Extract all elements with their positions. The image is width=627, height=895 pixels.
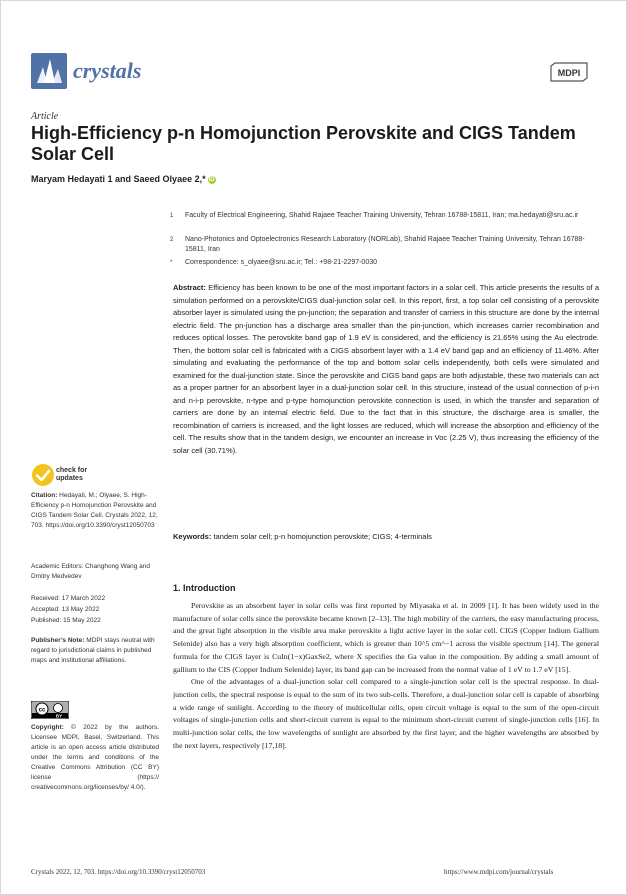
correspondence xyxy=(170,258,603,270)
keywords-text: tandem solar cell; p-n homojunction perovskite; CIGS; 4-terminals xyxy=(213,532,432,541)
cc-by-license-icon[interactable] xyxy=(31,701,69,719)
copyright-text[interactable]: © 2022 by the authors. Licensee MDPI, Basel, Switzerland. This article is an open access article distributed under the terms and conditions of the Creative Commons Attribution (CC BY) license (https:// creativecommons.org/licenses/by/ 4.0/). xyxy=(31,724,159,791)
publisher-note-text: MDPI stays neutral with regard to jurisdictional claims in published maps and institutional affiliations. xyxy=(31,637,155,664)
footer-journal-url[interactable]: https://www.mdpi.com/journal/crystals xyxy=(444,868,554,876)
abstract-text: Efficiency has been known to be one of the most important factors in a solar cell. This article presents the results of a simulation performed on a perovskite/CIGS dual-junction solar cell. In this report, first, a top solar cell consisting of a perovskite absorber layer is simulated using the pn-junction; the separation and transfer of carriers in this structure are done by the internal electric field. The pn-junction has a discharge area smaller than the pin-junction, which increases carrier recombination and reduces optical losses. The perovskite band gap of 1.9 eV is considered, and the efficiency is 21.65% using the Au electrode. Then, the bottom solar cell is fabricated with a CIGS absorbent layer with a 1.4 eV band gap and an efficiency of 11.46%. After simulating and evaluating the performance of the top and bottom solar cells independently, both cells were simulated and examined for the dual-junction state. Since the perovskite and CIGS band gaps are both adjustable, these two materials can act as a proper partner for an absorbent layer in a dual-junction solar cell. In this structure, instead of the usual connection of p-i-n and n-i-p perovskite, n-type and p-type homojunction perovskite connection is used, in which the transfer and separation of carriers are done by an internal electric field. Due to the fact that in this structure, the discharge area is smaller, the recombination of carriers is increased, and the light losses are reduced, which will increase the absorption and efficiency of the cell. The results show that in the tandem design, we encounter an increase in Voc (2.25 V), thus increasing the efficiency of the solar cell (30.71%). xyxy=(173,283,600,455)
date-accepted: Accepted: 13 May 2022 xyxy=(31,606,100,613)
author-list xyxy=(31,174,216,184)
publisher-note-label: Publisher’s Note: xyxy=(31,637,85,644)
citation-block xyxy=(31,491,159,553)
cc-badge-top: cc xyxy=(38,707,46,714)
body-text xyxy=(173,600,599,752)
cc-badge-bottom: BY xyxy=(55,713,63,719)
date-received: Received: 17 March 2022 xyxy=(31,595,106,602)
section-heading: 1. Introduction xyxy=(173,583,236,593)
mdpi-logo-icon[interactable] xyxy=(547,62,591,82)
citation-label: Citation: xyxy=(31,492,58,499)
article-type: Article xyxy=(31,111,59,122)
check-for-updates-label[interactable]: check for updates xyxy=(56,467,88,482)
body-paragraph-2: One of the advantages of a dual-junction solar cell compared to a single-junction solar cell is the spectral response. In dual-junction cells, the spectral response is equal to the sum of its two sub-cells. Therefore, a dual-junction solar cell is capable of absorbing a wide range of sunlight. According to the theory of multicellular cells, open circuit voltage is equal to the sum of the open-circuit voltages of single-junction cells and short-circuit current is equal to the minimum short-circuit current of single-junction cells [16]. In multi-junction solar cells, the low wavelengths of sunlight are absorbed by the first layer, and the higher wavelengths are absorbed by the next layers, respectively [17,18]. xyxy=(173,677,599,750)
author-names[interactable]: Maryam Hedayati 1 and Saeed Olyaee 2,* xyxy=(31,174,206,184)
copyright-label: Copyright: xyxy=(31,724,64,731)
footer-citation[interactable]: Crystals 2022, 12, 703. https://doi.org/10.3390/cryst12050703 xyxy=(31,868,206,876)
academic-editors: Academic Editors: Changhong Wang and Dmitry Medvedev xyxy=(31,563,150,580)
journal-name[interactable]: crystals xyxy=(73,58,142,83)
citation-text[interactable]: Hedayati, M.; Olyaee, S. High-Efficiency p-n Homojunction Perovskite and CIGS Tandem Solar Cell. Crystals 2022, 12, 703. https://doi.org/10.3390/cryst12050703 xyxy=(31,492,158,529)
affiliation-mark: * xyxy=(170,260,173,266)
affiliation-text: Correspondence: s_olyaee@sru.ac.ir; Tel.: +98-21-2297-0030 xyxy=(185,259,378,266)
article-title: High-Efficiency p-n Homojunction Perovskite and CIGS Tandem Solar Cell xyxy=(31,123,576,164)
affiliation-mark: 2 xyxy=(170,237,174,243)
publisher-name: MDPI xyxy=(557,68,581,78)
publisher-note xyxy=(31,636,159,666)
copyright-block xyxy=(31,723,159,793)
affiliation-text: Faculty of Electrical Engineering, Shahid Rajaee Teacher Training University, Tehran 16788-15811, Iran; ma.hedayati@sru.ac.ir xyxy=(185,212,579,219)
affiliation-mark: 1 xyxy=(170,213,174,219)
affiliation-1 xyxy=(170,211,603,233)
affiliation-text: Nano-Photonics and Optoelectronics Research Laboratory (NORLab), Shahid Rajaee Teacher Training University, Tehran 16788-15811, Iran xyxy=(185,236,585,253)
affiliation-2 xyxy=(170,235,603,257)
abstract-label: Abstract: xyxy=(173,283,206,292)
body-paragraph-1: Perovskite as an absorbent layer in solar cells was first reported by Miyasaka et al. in 2009 [1]. It has been widely used in the manufacture of solar cells since the perovskite became known [2–13]. The high mobility of the carriers, the easy manufacturing process, and the great light absorption in the visible area make perovskite a light active layer in the solar cell. CIGS (Copper Indium Gallium Selenide) also has a very high absorption coefficient, which is greater than 10^5 cm^−1 across the visible spectrum [14]. The general formula for the CIGS layer is CuIn(1−x)GaxSe2, where X specifies the Ga value in the composition. By adding a small amount of gallium to the CIS (Copper Indium Selenide) layer, its band gap can be increased from the normal value of 1 eV to 1.7 eV [15]. xyxy=(173,601,599,674)
check-for-updates-icon[interactable] xyxy=(31,463,55,487)
journal-logo-icon xyxy=(31,53,67,89)
date-published: Published: 15 May 2022 xyxy=(31,617,101,624)
keywords-label: Keywords: xyxy=(173,532,212,541)
abstract xyxy=(173,282,599,457)
keywords xyxy=(173,532,599,541)
orcid-icon[interactable]: iD xyxy=(208,177,215,183)
